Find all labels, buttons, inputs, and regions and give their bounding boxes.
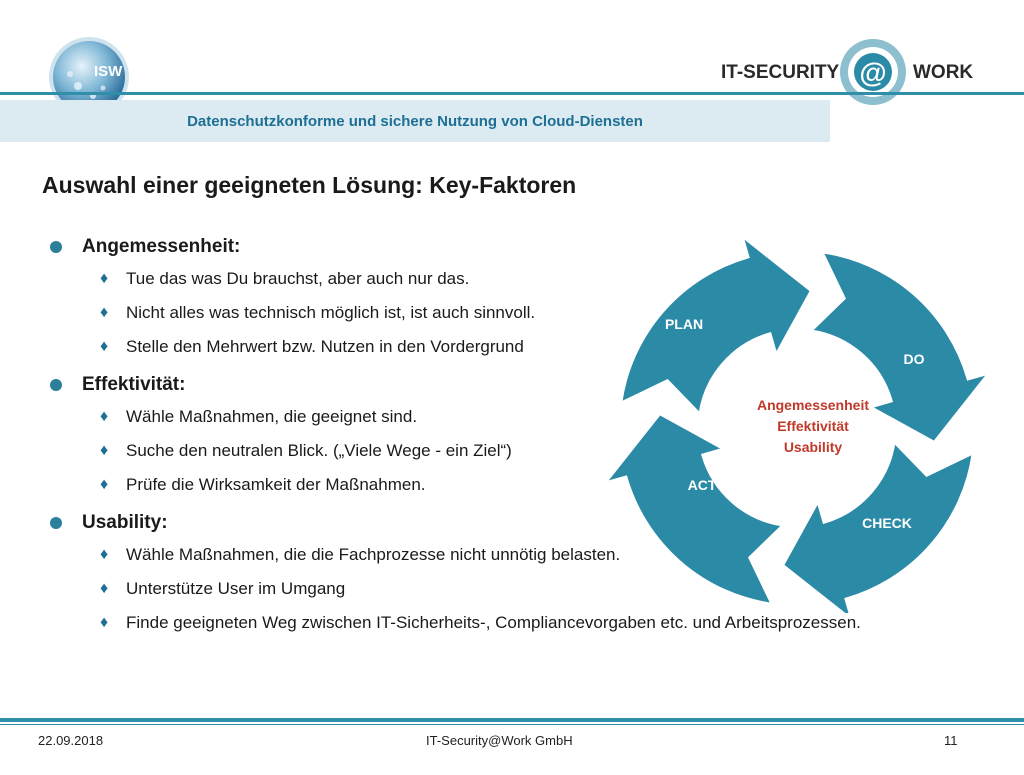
footer-rule — [0, 718, 1024, 722]
center-label-usability: Usability — [783, 439, 843, 455]
diamond-bullet-icon: ♦ — [100, 270, 109, 287]
center-label-effektivitaet: Effektivität — [777, 418, 849, 434]
diamond-bullet-icon: ♦ — [100, 304, 109, 321]
phase-label-do: DO — [903, 351, 925, 367]
bullet-dot-icon — [50, 517, 62, 529]
brand-text-left: IT-SECURITY — [721, 62, 840, 83]
diamond-bullet-icon: ♦ — [100, 442, 109, 459]
diamond-bullet-icon: ♦ — [100, 408, 109, 425]
list-item: ♦ Finde geeigneten Weg zwischen IT-Sicherheits-, Compliancevorgaben etc. und Arbeitsprozessen. — [100, 613, 861, 632]
footer-date: 22.09.2018 — [38, 733, 104, 748]
section-heading: Usability: — [82, 512, 168, 533]
list-item: ♦ Suche den neutralen Blick. („Viele Wege - ein Ziel“) — [100, 441, 512, 460]
header-rule — [0, 92, 1024, 95]
phase-label-act: ACT — [687, 477, 717, 493]
presentation-subtitle: Datenschutzkonforme und sichere Nutzung von Cloud-Diensten — [0, 100, 830, 142]
diamond-bullet-icon: ♦ — [100, 580, 109, 597]
cycle-arrow-act — [605, 414, 784, 605]
list-item: ♦ Stelle den Mehrwert bzw. Nutzen in den Vordergrund — [100, 337, 524, 356]
phase-label-check: CHECK — [862, 515, 912, 531]
diamond-bullet-icon: ♦ — [100, 614, 109, 631]
isw-logo-text: ISW — [94, 63, 123, 80]
bullet-dot-icon — [50, 379, 62, 391]
diamond-bullet-icon: ♦ — [100, 476, 109, 493]
list-item: ♦ Wähle Maßnahmen, die geeignet sind. — [100, 407, 418, 426]
footer-company: IT-Security@Work GmbH — [426, 733, 573, 748]
diamond-bullet-icon: ♦ — [100, 338, 109, 355]
center-label-angemessenheit: Angemessenheit — [756, 397, 870, 413]
pdca-cycle-diagram — [600, 228, 990, 613]
brand-text-right: WORK — [913, 62, 974, 83]
list-item: ♦ Wähle Maßnahmen, die die Fachprozesse nicht unnötig belasten. — [100, 545, 621, 564]
page-number: 11 — [944, 733, 958, 748]
list-item: ♦ Nicht alles was technisch möglich ist, ist auch sinnvoll. — [100, 303, 536, 322]
list-item: ♦ Tue das was Du brauchst, aber auch nur das. — [100, 269, 470, 288]
at-symbol-icon: @ — [859, 57, 887, 88]
slide-title: Auswahl einer geeigneten Lösung: Key-Faktoren — [42, 172, 577, 198]
section-heading: Effektivität: — [82, 374, 186, 395]
section-heading: Angemessenheit: — [82, 236, 241, 257]
cycle-arrow-plan — [621, 236, 812, 415]
list-item: ♦ Prüfe die Wirksamkeit der Maßnahmen. — [100, 475, 426, 494]
cycle-arrow-do — [811, 252, 990, 443]
footer-rule-thin — [0, 724, 1024, 725]
diamond-bullet-icon: ♦ — [100, 546, 109, 563]
list-item: ♦ Unterstütze User im Umgang — [100, 579, 346, 598]
brand-logo — [715, 32, 995, 110]
phase-label-plan: PLAN — [664, 316, 704, 332]
bullet-dot-icon — [50, 241, 62, 253]
